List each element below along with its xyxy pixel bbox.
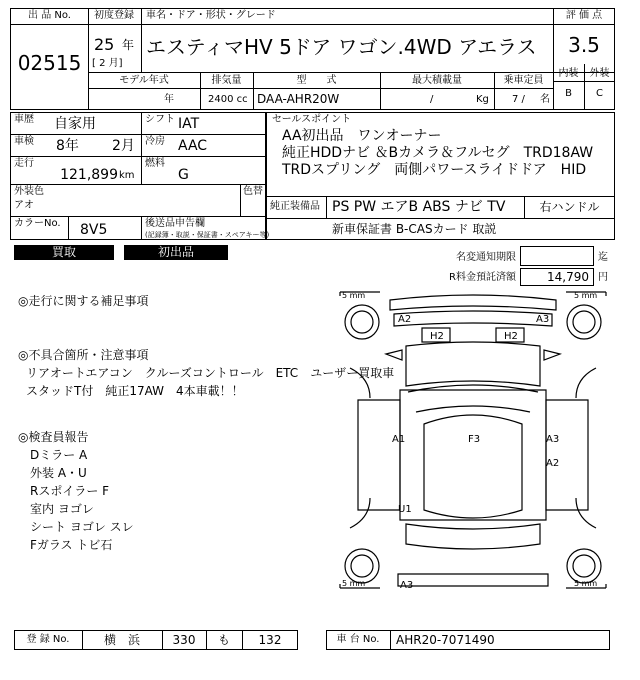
rear-gate	[406, 524, 540, 549]
score-label: 評 価 点	[565, 10, 603, 21]
mirror-right	[544, 350, 560, 360]
name-change-label: 名変通知期限	[456, 252, 516, 263]
front-bumper	[390, 295, 556, 310]
body-outline	[400, 390, 546, 520]
sales-line-2: 純正HDDナビ ＆Bカメラ＆フルセグ TRD18AW	[282, 145, 594, 161]
history-label: 車歴	[14, 114, 34, 125]
car-name-label: 車名・ドア・形状・グレード	[146, 10, 276, 21]
mirror-left	[386, 350, 402, 360]
tire-label-fr: 5 mm	[574, 291, 598, 300]
name-change-unit: 迄	[598, 252, 608, 263]
score: 3.5	[568, 33, 600, 57]
color-no: 8V5	[80, 222, 108, 238]
right-side-panel	[546, 400, 588, 510]
first-reg-month: [ 2 月]	[92, 58, 123, 69]
color-change-label: 色替	[243, 186, 263, 197]
plate-number: 132	[258, 633, 282, 647]
mileage: 121,899	[60, 167, 118, 183]
interior-label: 内装	[558, 68, 579, 79]
recycle-label: R料金預託済額	[449, 272, 516, 283]
tire-rr	[567, 549, 601, 583]
model-code: DAA-AHR20W	[257, 92, 340, 106]
tire-label-fl: 5 mm	[342, 291, 366, 300]
plate-class: 330	[172, 633, 196, 647]
recycle-value: 14,790	[520, 268, 594, 286]
aftermarket-note: (記録簿・取説・保証書・スペアキー等)	[145, 231, 270, 239]
rear-bumper	[398, 574, 548, 586]
capacity-unit: 名	[540, 94, 550, 105]
inspector-line-2: 外装 A・U	[30, 466, 87, 480]
ext-color-label: 外装色	[14, 186, 44, 197]
defects-line-1: リアオートエアコン クルーズコントロール ETC ユーザー買取車	[26, 366, 395, 380]
sales-line-3: TRDスプリング 両側パワースライドドア HID	[282, 162, 587, 178]
handle: 右ハンドル	[539, 200, 600, 214]
type-label: 型 式	[296, 75, 337, 86]
equipment-items: PS PW エアB ABS ナビ TV	[332, 199, 506, 215]
left-side-panel	[358, 400, 400, 510]
inspector-title: ◎検査員報告	[18, 430, 89, 444]
mileage-note-title: ◎走行に関する補足事項	[18, 294, 149, 308]
inspector-line-4: 室内 ヨゴレ	[30, 502, 94, 516]
tire-fr	[567, 305, 601, 339]
equipment-label: 純正装備品	[270, 201, 320, 212]
name-change-box	[520, 246, 594, 266]
mark-front-bumper-left: A2	[398, 314, 412, 325]
tire-fl	[345, 305, 379, 339]
car-name: エスティマHV 5ドア ワゴン.4WD アエラス	[146, 35, 537, 59]
chassis-number: AHR20-7071490	[396, 633, 495, 647]
lot-no: 02515	[17, 51, 82, 75]
first-listing-bar: 初出品	[124, 245, 228, 260]
model-year-label: モデル年式	[119, 75, 169, 86]
inspection-year: 8年	[56, 138, 79, 154]
car-damage-diagram	[336, 288, 610, 604]
capacity-label: 乗車定員	[503, 75, 544, 86]
exterior-label: 外装	[589, 68, 610, 79]
recycle-unit: 円	[598, 272, 608, 283]
first-reg-label: 初度登録	[94, 10, 134, 21]
ext-color: アオ	[14, 200, 34, 211]
inspector-line-6: Fガラス トビ石	[30, 538, 113, 552]
mileage-label: 走行	[14, 158, 34, 169]
first-reg-year: 25	[94, 35, 115, 54]
chassis-label: 車 台 No.	[336, 634, 380, 645]
mark-left-rear: U1	[398, 504, 412, 515]
plate-kana: も	[217, 633, 230, 647]
displacement: 2400 cc	[208, 94, 248, 105]
history: 自家用	[54, 116, 96, 132]
ac: AAC	[178, 138, 208, 154]
fuel-label: 燃料	[145, 158, 165, 169]
shift: IAT	[178, 116, 200, 132]
mark-headlight-right: H2	[504, 331, 518, 342]
fuel: G	[178, 167, 189, 183]
inspection-label: 車検	[14, 136, 34, 147]
inspector-line-5: シート ヨゴレ スレ	[30, 520, 134, 534]
shift-label: シフト	[145, 114, 175, 125]
mileage-unit: km	[119, 170, 135, 181]
load-unit: Kg	[476, 94, 489, 105]
first-reg-year-unit: 年	[122, 38, 135, 52]
sales-line-1: AA初出品 ワンオーナー	[282, 128, 442, 144]
capacity: 7 /	[512, 94, 525, 105]
inspection-month: 2月	[112, 138, 135, 154]
displacement-label: 排気量	[211, 75, 242, 86]
color-no-label: カラーNo.	[14, 218, 61, 229]
mark-headlight-left: H2	[430, 331, 444, 342]
sales-points-label: セールスポイント	[272, 114, 352, 125]
interior-grade: B	[565, 88, 572, 99]
inspector-line-3: Rスポイラー F	[30, 484, 110, 498]
inspector-line-1: Dミラー A	[30, 448, 88, 462]
mark-rear-bumper: A3	[400, 580, 414, 591]
max-load-label: 最大積載量	[412, 75, 462, 86]
roof	[424, 415, 522, 518]
mark-right-door: A3	[546, 434, 560, 445]
exterior-grade: C	[596, 88, 603, 99]
mark-right-rear: A2	[546, 458, 560, 469]
plate-region: 横 浜	[103, 633, 140, 647]
hood	[406, 342, 540, 386]
ac-label: 冷房	[145, 136, 165, 147]
plate-label: 登 録 No.	[26, 634, 70, 645]
mark-left-door: A1	[392, 434, 406, 445]
mark-front-bumper-right: A3	[536, 314, 550, 325]
tire-rl	[345, 549, 379, 583]
model-year-unit: 年	[164, 94, 174, 105]
front-grille	[394, 311, 552, 326]
warranty: 新車保証書 B-CASカード 取説	[332, 222, 497, 236]
tire-label-rr: 5 mm	[574, 579, 598, 588]
aftermarket-label: 後送品申告欄	[145, 218, 205, 229]
buy-bar: 買取	[14, 245, 114, 260]
defects-line-2: スタッドT付 純正17AW 4本車載！！	[26, 384, 244, 398]
lot-no-label: 出 品 No.	[28, 10, 71, 21]
defects-title: ◎不具合箇所・注意事項	[18, 348, 149, 362]
tire-label-rl: 5 mm	[342, 579, 366, 588]
load-slash: /	[430, 94, 434, 105]
mark-roof: F3	[468, 434, 481, 445]
